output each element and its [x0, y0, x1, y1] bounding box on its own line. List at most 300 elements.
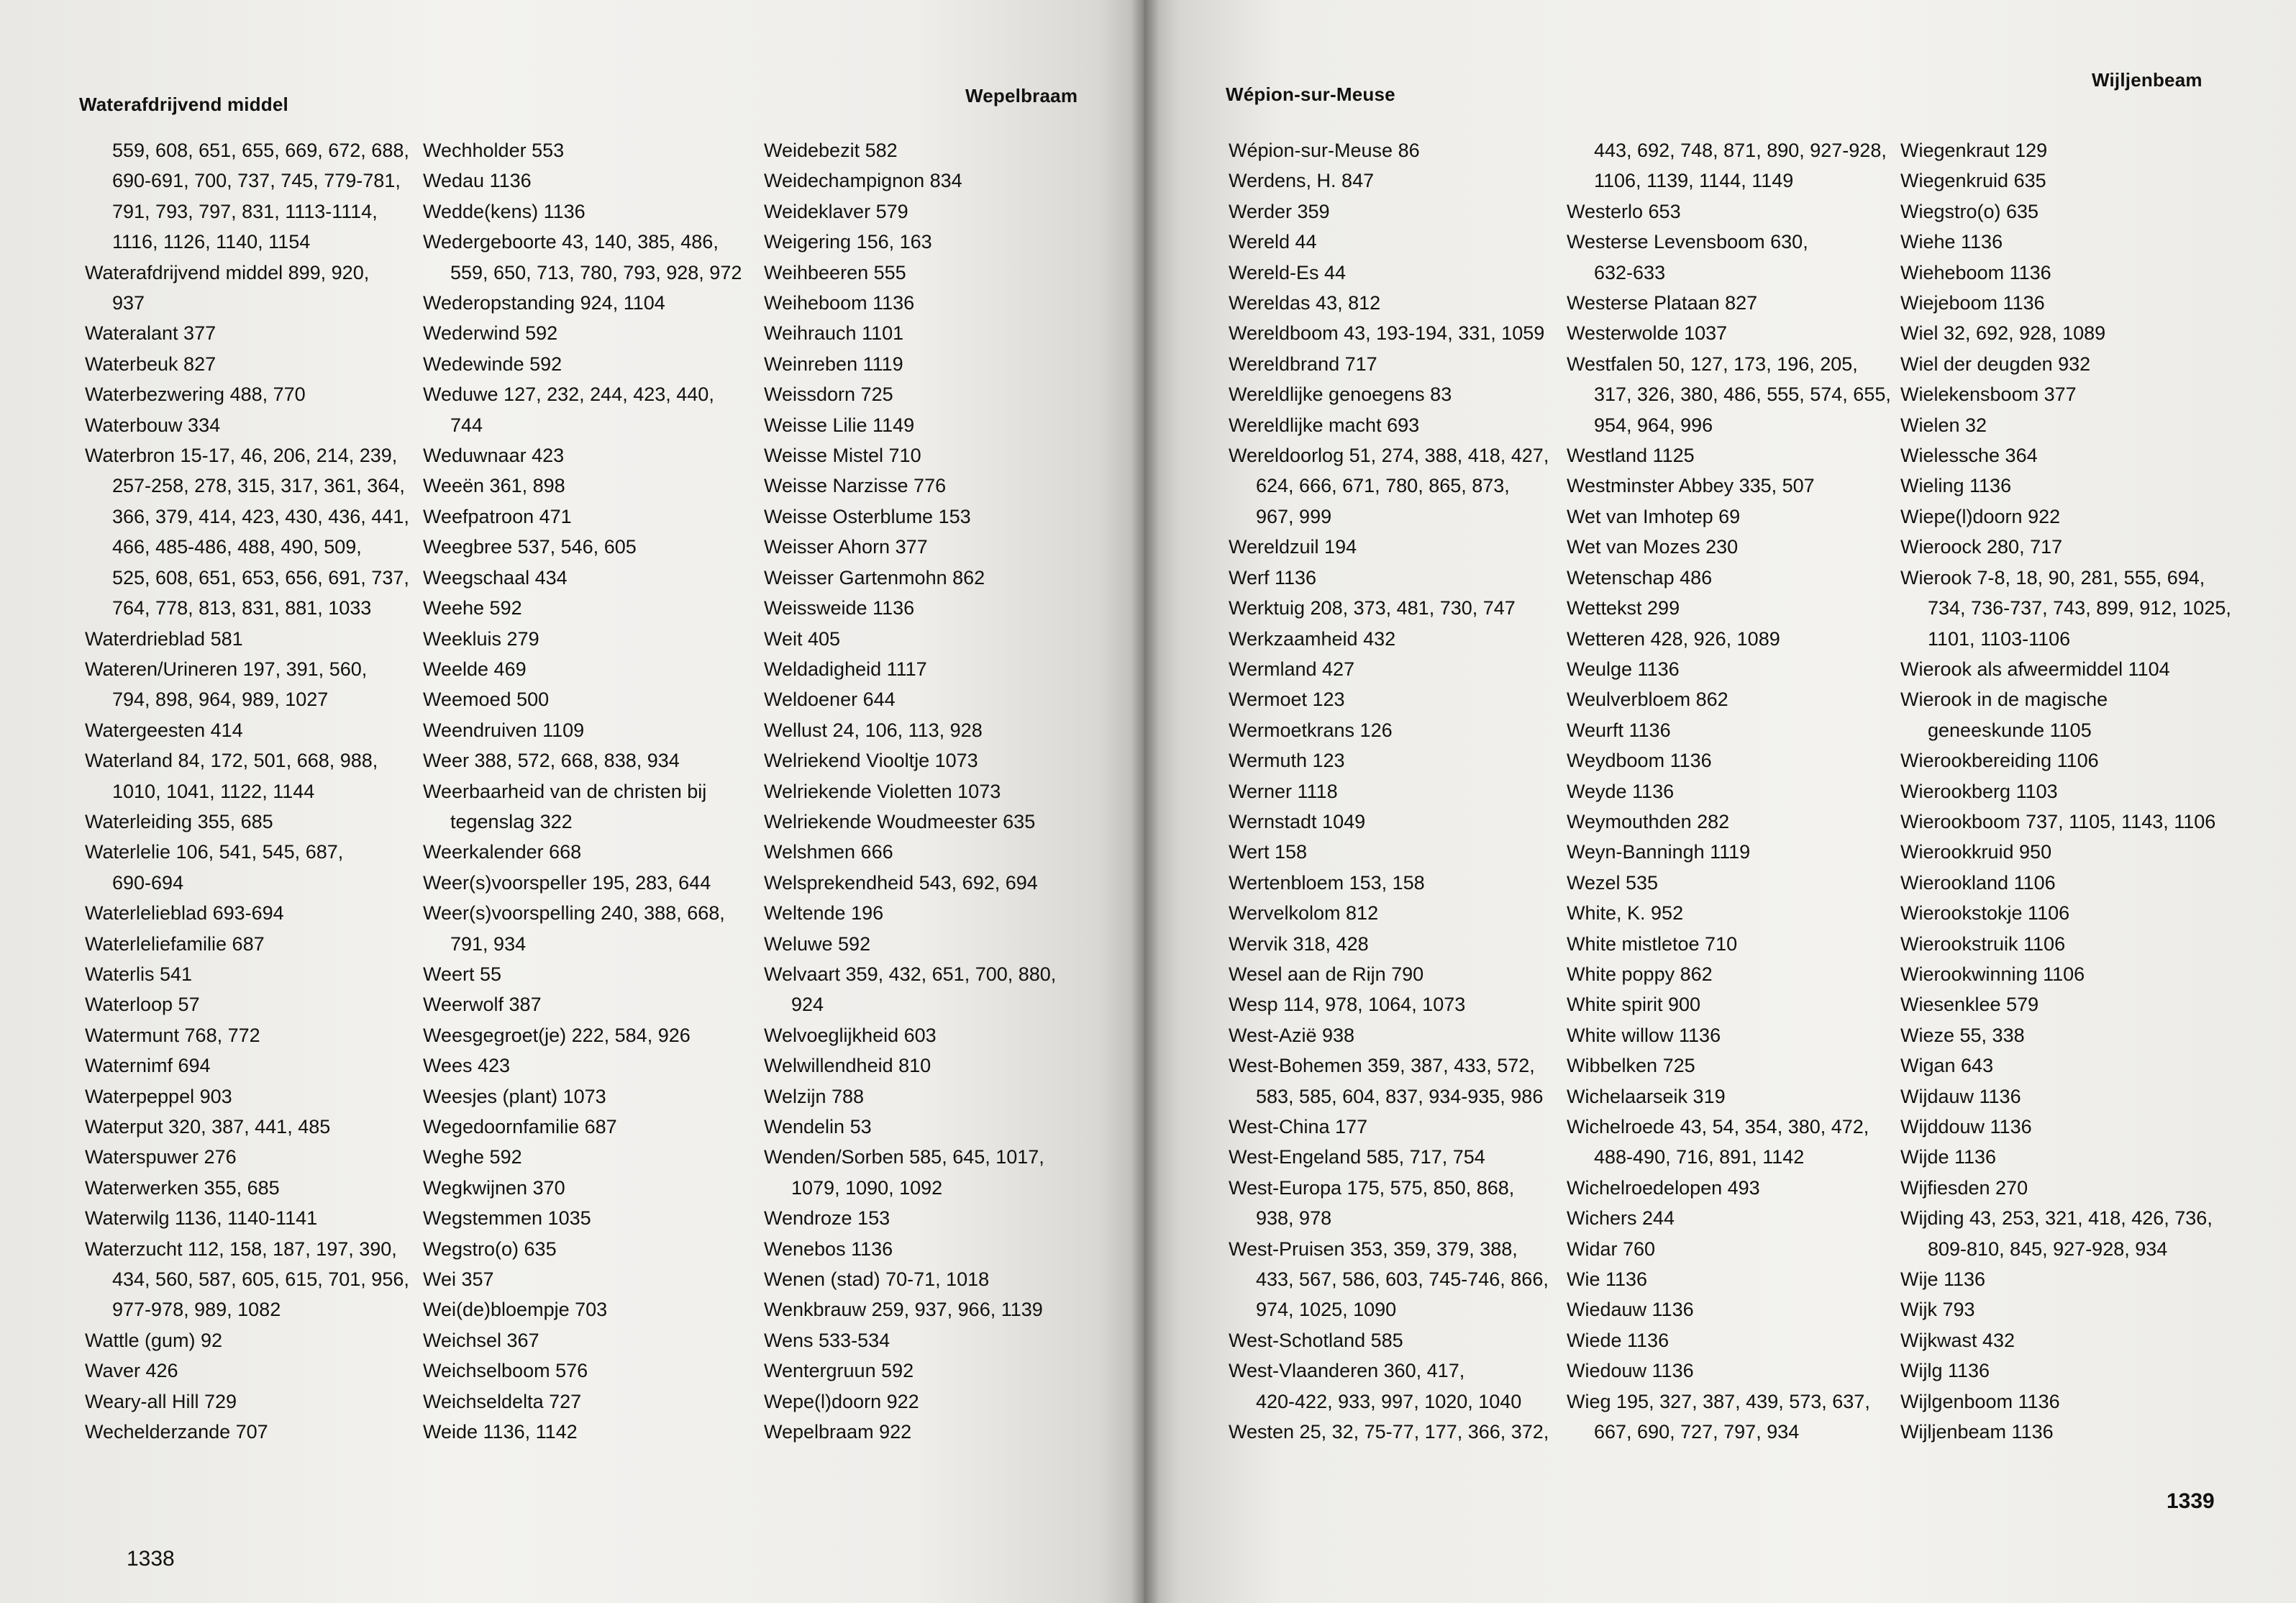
- index-entry: [1567, 471, 1905, 501]
- index-entry-text: Wierookwinning 1106: [1900, 963, 2085, 985]
- index-entry: [85, 1203, 423, 1233]
- page-number: 1338: [127, 1547, 175, 1571]
- index-entry-text: Wedau 1136: [423, 170, 532, 192]
- index-entry-text: Widar 760: [1567, 1238, 1656, 1260]
- index-entry: [764, 1112, 1116, 1142]
- index-entry-text: Weerwolf 387: [423, 994, 542, 1016]
- index-entry-text: Weduwnaar 423: [423, 445, 565, 467]
- index-entry: [423, 1173, 761, 1203]
- index-entry-text: Wenkbrauw 259, 937, 966, 1139: [764, 1299, 1043, 1321]
- index-entry-text: Weichselboom 576: [423, 1360, 588, 1382]
- index-entry-text: White willow 1136: [1567, 1024, 1721, 1046]
- index-entry-text: Wermland 427: [1229, 658, 1355, 680]
- index-entry: [764, 227, 1116, 257]
- index-entry-continuation: 690-691, 700, 737, 745, 779-781,: [112, 170, 401, 192]
- left-page: [0, 0, 1144, 1603]
- index-entry: [1567, 288, 1905, 318]
- index-entry-text: Waterbezwering 488, 770: [85, 383, 306, 406]
- index-entry: [1229, 258, 1567, 288]
- index-entry-text: Wijk 793: [1900, 1299, 1975, 1321]
- index-entry: [1900, 1050, 2260, 1081]
- index-entry-text: Wierookkruid 950: [1900, 841, 2052, 863]
- index-entry: [1567, 227, 1905, 288]
- index-entry-text: Wierook in de magische: [1900, 689, 2108, 711]
- index-entry: [1900, 1325, 2260, 1355]
- index-entry-text: Wermoetkrans 126: [1229, 719, 1393, 741]
- index-entry-text: Werktuig 208, 373, 481, 730, 747: [1229, 597, 1516, 619]
- index-entry-text: Wijddouw 1136: [1900, 1116, 2032, 1137]
- index-entry-text: Weisse Osterblume 153: [764, 505, 971, 527]
- running-header-left: Waterafdrijvend middel: [79, 94, 288, 115]
- index-entry-text: Wijde 1136: [1900, 1146, 1997, 1168]
- index-entry: [1229, 440, 1567, 532]
- index-entry-text: Wees 423: [423, 1055, 511, 1077]
- index-entry: [1567, 1203, 1905, 1233]
- index-entry-text: Wereldbrand 717: [1229, 353, 1377, 375]
- index-entry: [1567, 135, 1905, 196]
- index-entry-text: Wepe(l)doorn 922: [764, 1390, 919, 1412]
- index-entry-text: Watergeesten 414: [85, 719, 243, 741]
- index-entry-text: Weisse Lilie 1149: [764, 414, 915, 436]
- index-entry: [764, 165, 1116, 196]
- index-entry: [764, 807, 1116, 837]
- index-entry: [1567, 1294, 1905, 1325]
- index-column-3: [764, 135, 1116, 1447]
- index-entry-text: Wereldlijke genoegens 83: [1229, 383, 1452, 406]
- index-entry: [1567, 318, 1905, 348]
- index-entry: [764, 532, 1116, 562]
- index-entry: [85, 1142, 423, 1172]
- index-entry: [1900, 440, 2260, 471]
- index-entry-text: Welshmen 666: [764, 841, 893, 863]
- index-entry: [85, 135, 423, 258]
- index-entry-text: Wieze 55, 338: [1900, 1024, 2025, 1046]
- index-entry-text: Wichelroede 43, 54, 354, 380, 472,: [1567, 1116, 1869, 1137]
- running-header-right: Wijljenbeam: [2092, 69, 2202, 91]
- index-entry: [423, 898, 761, 959]
- index-entry: [85, 837, 423, 898]
- index-entry-continuation: 434, 560, 587, 605, 615, 701, 956,: [112, 1268, 409, 1291]
- index-entry-text: Weer(s)voorspeller 195, 283, 644: [423, 871, 711, 894]
- index-entry-text: Weendruiven 1109: [423, 719, 585, 741]
- index-entry-text: Wiegenkruid 635: [1900, 170, 2046, 192]
- index-entry: [423, 715, 761, 745]
- index-entry: [1229, 624, 1567, 654]
- index-entry-text: Wiel 32, 692, 928, 1089: [1900, 322, 2106, 345]
- index-entry-text: Wiedouw 1136: [1567, 1360, 1694, 1382]
- index-entry: [85, 1386, 423, 1417]
- index-entry: [1900, 1294, 2260, 1325]
- index-entry: [764, 868, 1116, 898]
- index-entry: [1900, 684, 2260, 745]
- index-entry-text: Wellust 24, 106, 113, 928: [764, 719, 983, 741]
- index-entry: [85, 898, 423, 928]
- index-entry-continuation: 954, 964, 996: [1594, 414, 1713, 436]
- index-entry: [423, 1020, 761, 1050]
- index-entry-text: Wettekst 299: [1567, 597, 1680, 619]
- index-entry-continuation: 690-694: [112, 871, 184, 894]
- index-column-3: [1900, 135, 2260, 1447]
- index-entry-text: Weer(s)voorspelling 240, 388, 668,: [423, 902, 725, 925]
- index-entry: [1567, 593, 1905, 623]
- index-entry: [1900, 135, 2260, 165]
- index-entry-text: Waterspuwer 276: [85, 1146, 237, 1168]
- index-entry-text: Westen 25, 32, 75-77, 177, 366, 372,: [1229, 1421, 1549, 1443]
- index-entry-text: Wije 1136: [1900, 1268, 1986, 1291]
- index-entry-text: Weide 1136, 1142: [423, 1421, 578, 1443]
- index-entry-text: Weyn-Banningh 1119: [1567, 841, 1751, 863]
- index-entry-text: Wielen 32: [1900, 414, 1987, 436]
- index-entry-continuation: 420-422, 933, 997, 1020, 1040: [1256, 1390, 1522, 1412]
- index-entry: [1229, 929, 1567, 959]
- index-entry: [423, 1050, 761, 1081]
- index-entry-text: Waver 426: [85, 1360, 178, 1382]
- index-entry-text: Wierookbereiding 1106: [1900, 750, 2099, 772]
- index-entry: [1567, 349, 1905, 440]
- index-entry-text: White mistletoe 710: [1567, 932, 1738, 955]
- index-entry-text: Wattle (gum) 92: [85, 1329, 223, 1351]
- index-entry-text: Westerse Plataan 827: [1567, 292, 1758, 314]
- index-entry: [85, 1050, 423, 1081]
- index-entry-continuation: 443, 692, 748, 871, 890, 927-928,: [1594, 140, 1887, 161]
- index-entry: [1229, 1050, 1567, 1112]
- index-entry-text: Wieheboom 1136: [1900, 261, 2051, 283]
- index-entry: [1229, 1355, 1567, 1417]
- index-entry-text: Welriekende Woudmeester 635: [764, 810, 1036, 832]
- index-entry-text: Wechholder 553: [423, 140, 565, 161]
- index-entry: [1900, 1112, 2260, 1142]
- index-entry: [85, 349, 423, 379]
- index-entry-continuation: 525, 608, 651, 653, 656, 691, 737,: [112, 566, 409, 589]
- index-entry-continuation: 937: [112, 292, 145, 314]
- index-entry-text: Wierookland 1106: [1900, 871, 2056, 894]
- index-entry: [85, 258, 423, 319]
- index-entry-continuation: 977-978, 989, 1082: [112, 1299, 281, 1321]
- index-entry: [1900, 1081, 2260, 1112]
- index-entry-text: Weissweide 1136: [764, 597, 915, 619]
- index-entry-text: Wezel 535: [1567, 871, 1659, 894]
- index-entry: [423, 1264, 761, 1294]
- index-entry: [764, 501, 1116, 532]
- index-entry: [423, 684, 761, 714]
- index-entry: [1567, 684, 1905, 714]
- index-entry: [85, 318, 423, 348]
- index-entry: [1229, 165, 1567, 196]
- index-entry-text: Weydboom 1136: [1567, 750, 1712, 772]
- index-column-2: [1567, 135, 1905, 1447]
- index-entry-text: Wermuth 123: [1229, 750, 1345, 772]
- index-entry: [1229, 715, 1567, 745]
- index-entry-text: Weegbree 537, 546, 605: [423, 536, 637, 558]
- index-entry: [85, 654, 423, 715]
- index-entry-text: Wichers 244: [1567, 1207, 1675, 1230]
- page-number: 1339: [2167, 1489, 2215, 1513]
- index-entry: [1567, 563, 1905, 593]
- index-entry: [764, 1203, 1116, 1233]
- index-entry: [85, 989, 423, 1020]
- index-entry-text: Werner 1118: [1229, 780, 1338, 802]
- index-entry-text: Weulge 1136: [1567, 658, 1680, 680]
- index-entry: [1567, 745, 1905, 776]
- index-entry: [1900, 165, 2260, 196]
- index-entry-continuation: 809-810, 845, 927-928, 934: [1928, 1238, 2168, 1260]
- right-page: [1144, 0, 2296, 1603]
- index-entry-text: Weldadigheid 1117: [764, 658, 927, 680]
- index-entry-text: Weulverbloem 862: [1567, 689, 1728, 711]
- index-entry: [423, 318, 761, 348]
- index-entry-continuation: 667, 690, 727, 797, 934: [1594, 1421, 1800, 1443]
- index-entry-text: Weefpatroon 471: [423, 505, 572, 527]
- index-entry: [1900, 227, 2260, 257]
- index-entry: [1567, 776, 1905, 807]
- index-entry-text: Werder 359: [1229, 200, 1330, 222]
- index-entry: [1900, 379, 2260, 409]
- index-entry-text: Wierookberg 1103: [1900, 780, 2058, 802]
- index-entry-text: Waterbeuk 827: [85, 353, 217, 375]
- index-entry: [764, 410, 1116, 440]
- index-entry: [1229, 1325, 1567, 1355]
- index-entry: [1567, 1020, 1905, 1050]
- index-entry: [85, 379, 423, 409]
- index-entry-text: Waterlis 541: [85, 963, 193, 985]
- index-entry-text: Welvoeglijkheid 603: [764, 1024, 937, 1046]
- index-entry-text: Weisse Narzisse 776: [764, 475, 947, 497]
- index-entry: [85, 1020, 423, 1050]
- index-entry-text: Waterlelie 106, 541, 545, 687,: [85, 841, 344, 863]
- index-entry-text: Waterbron 15-17, 46, 206, 214, 239,: [85, 445, 398, 467]
- index-entry-text: Wieroock 280, 717: [1900, 536, 2063, 558]
- index-entry-text: Weichsel 367: [423, 1329, 539, 1351]
- index-entry-text: Welriekende Violetten 1073: [764, 780, 1001, 802]
- index-entry: [85, 1417, 423, 1447]
- index-entry-text: Weiheboom 1136: [764, 292, 915, 314]
- index-entry: [85, 1325, 423, 1355]
- index-entry-text: Wiejeboom 1136: [1900, 292, 2045, 314]
- index-entry: [1900, 1173, 2260, 1203]
- index-entry-text: Wielessche 364: [1900, 445, 2038, 467]
- index-entry: [1900, 959, 2260, 989]
- index-entry-text: Weekluis 279: [423, 627, 539, 650]
- index-entry-continuation: 794, 898, 964, 989, 1027: [112, 689, 329, 711]
- index-entry: [1229, 1173, 1567, 1234]
- index-entry: [1567, 624, 1905, 654]
- index-entry: [764, 624, 1116, 654]
- index-entry-text: Wenebos 1136: [764, 1238, 893, 1260]
- index-entry-text: Wijdauw 1136: [1900, 1085, 2021, 1107]
- index-entry-text: Waterpeppel 903: [85, 1085, 232, 1107]
- index-entry: [1900, 1203, 2260, 1264]
- index-entry-continuation: 1079, 1090, 1092: [791, 1176, 943, 1199]
- index-entry-text: Wertenbloem 153, 158: [1229, 871, 1425, 894]
- index-entry-continuation: 764, 778, 813, 831, 881, 1033: [112, 597, 372, 619]
- index-entry-text: White, K. 952: [1567, 902, 1684, 925]
- index-entry: [764, 563, 1116, 593]
- index-entry-text: Wiegstro(o) 635: [1900, 200, 2039, 222]
- index-entry: [1229, 288, 1567, 318]
- index-entry: [764, 471, 1116, 501]
- index-entry: [423, 227, 761, 288]
- index-entry-text: Weesjes (plant) 1073: [423, 1085, 606, 1107]
- index-entry-continuation: 433, 567, 586, 603, 745-746, 866,: [1256, 1268, 1549, 1291]
- index-entry-continuation: 317, 326, 380, 486, 555, 574, 655,: [1594, 383, 1891, 406]
- index-entry-text: Wijljenbeam 1136: [1900, 1421, 2054, 1443]
- index-entry-text: Wei 357: [423, 1268, 494, 1291]
- index-entry: [423, 1142, 761, 1172]
- index-entry: [1229, 318, 1567, 348]
- index-entry: [1229, 837, 1567, 867]
- index-entry: [423, 654, 761, 684]
- index-entry-text: Weduwe 127, 232, 244, 423, 440,: [423, 383, 714, 406]
- index-entry-text: Wet van Imhotep 69: [1567, 505, 1741, 527]
- index-entry: [764, 288, 1116, 318]
- index-entry-text: Wenen (stad) 70-71, 1018: [764, 1268, 990, 1291]
- index-entry: [764, 745, 1116, 776]
- index-entry: [1900, 471, 2260, 501]
- index-entry: [423, 563, 761, 593]
- index-entry-continuation: 1010, 1041, 1122, 1144: [112, 780, 315, 802]
- index-entry: [1229, 410, 1567, 440]
- index-entry: [1229, 593, 1567, 623]
- index-entry-text: Weisser Ahorn 377: [764, 536, 928, 558]
- index-entry: [1229, 1417, 1567, 1447]
- index-entry-text: Wentergruun 592: [764, 1360, 914, 1382]
- index-entry-continuation: 791, 793, 797, 831, 1113-1114,: [112, 200, 378, 222]
- index-entry-text: Weegschaal 434: [423, 566, 568, 589]
- index-entry-text: Westerlo 653: [1567, 200, 1681, 222]
- index-entry-text: Watermunt 768, 772: [85, 1024, 260, 1046]
- index-entry-text: West-Pruisen 353, 359, 379, 388,: [1229, 1238, 1518, 1260]
- index-entry: [85, 1081, 423, 1112]
- index-entry: [764, 318, 1116, 348]
- index-entry: [1900, 1020, 2260, 1050]
- index-entry: [423, 501, 761, 532]
- index-entry: [764, 1325, 1116, 1355]
- index-entry-text: Wervik 318, 428: [1229, 932, 1369, 955]
- index-entry-text: Wierook als afweermiddel 1104: [1900, 658, 2170, 680]
- index-entry: [1229, 532, 1567, 562]
- index-entry-continuation: 257-258, 278, 315, 317, 361, 364,: [112, 475, 405, 497]
- index-entry-text: Weihbeeren 555: [764, 261, 906, 283]
- index-entry-text: Welwillendheid 810: [764, 1055, 931, 1077]
- index-entry-text: Wijlgenboom 1136: [1900, 1390, 2060, 1412]
- index-entry-text: Wetteren 428, 926, 1089: [1567, 627, 1780, 650]
- index-entry-text: Weit 405: [764, 627, 841, 650]
- index-entry-text: Wigan 643: [1900, 1055, 1994, 1077]
- index-entry-text: Weurft 1136: [1567, 719, 1671, 741]
- index-entry-text: Wei(de)bloempje 703: [423, 1299, 608, 1321]
- index-entry-text: Wiegenkraut 129: [1900, 140, 2048, 161]
- index-entry: [1567, 196, 1905, 227]
- index-entry-text: Weltende 196: [764, 902, 884, 925]
- index-entry: [764, 1234, 1116, 1264]
- index-entry: [85, 1355, 423, 1386]
- index-entry-text: Wichelroedelopen 493: [1567, 1176, 1760, 1199]
- index-entry-text: Wedde(kens) 1136: [423, 200, 586, 222]
- index-entry: [764, 929, 1116, 959]
- index-entry-text: Wiehe 1136: [1900, 231, 2003, 253]
- index-entry-text: Wegstro(o) 635: [423, 1238, 557, 1260]
- index-entry: [764, 715, 1116, 745]
- index-entry: [1229, 745, 1567, 776]
- index-entry-text: Weisser Gartenmohn 862: [764, 566, 985, 589]
- index-entry-text: Wernstadt 1049: [1229, 810, 1366, 832]
- index-entry: [423, 1294, 761, 1325]
- index-entry: [85, 1173, 423, 1203]
- index-entry-text: Wateren/Urineren 197, 391, 560,: [85, 658, 368, 680]
- index-entry-text: West-Schotland 585: [1229, 1329, 1403, 1351]
- index-entry-text: Wesel aan de Rijn 790: [1229, 963, 1424, 985]
- index-entry: [85, 440, 423, 623]
- index-entry: [423, 440, 761, 471]
- index-entry: [85, 624, 423, 654]
- index-entry-text: Weichseldelta 727: [423, 1390, 582, 1412]
- index-entry: [85, 807, 423, 837]
- index-entry-text: Wesp 114, 978, 1064, 1073: [1229, 994, 1466, 1016]
- index-entry: [1900, 563, 2260, 654]
- index-entry: [423, 135, 761, 165]
- index-entry-text: Wierookboom 737, 1105, 1143, 1106: [1900, 810, 2216, 832]
- index-entry-text: Waterland 84, 172, 501, 668, 988,: [85, 750, 378, 772]
- index-entry: [1900, 807, 2260, 837]
- index-entry: [85, 959, 423, 989]
- index-entry: [1900, 776, 2260, 807]
- index-entry-text: Wet van Mozes 230: [1567, 536, 1739, 558]
- index-entry-text: Wereld-Es 44: [1229, 261, 1347, 283]
- index-entry: [1229, 135, 1567, 165]
- index-entry-text: Wierook 7-8, 18, 90, 281, 555, 694,: [1900, 566, 2205, 589]
- index-entry: [764, 1050, 1116, 1081]
- index-entry-continuation: geneeskunde 1105: [1928, 719, 2092, 741]
- index-entry: [1900, 1355, 2260, 1386]
- index-entry: [1900, 868, 2260, 898]
- index-entry-text: Wieg 195, 327, 387, 439, 573, 637,: [1567, 1390, 1870, 1412]
- index-entry: [1900, 929, 2260, 959]
- running-header-right: Wepelbraam: [965, 85, 1078, 106]
- index-entry-text: Weymouthden 282: [1567, 810, 1730, 832]
- index-entry: [423, 776, 761, 837]
- index-entry: [764, 196, 1116, 227]
- index-entry: [1229, 563, 1567, 593]
- index-entry: [423, 989, 761, 1020]
- index-entry-text: Waterloop 57: [85, 994, 200, 1016]
- index-entry-continuation: 967, 999: [1256, 505, 1332, 527]
- index-entry-text: Wichelaarseik 319: [1567, 1085, 1726, 1107]
- index-entry: [423, 165, 761, 196]
- index-entry: [1567, 1234, 1905, 1264]
- index-entry: [1229, 654, 1567, 684]
- index-entry-text: Weer 388, 572, 668, 838, 934: [423, 750, 680, 772]
- index-entry: [1900, 745, 2260, 776]
- index-entry-text: Wervelkolom 812: [1229, 902, 1379, 925]
- index-entry: [1567, 929, 1905, 959]
- index-entry: [764, 1020, 1116, 1050]
- index-entry-continuation: 1116, 1126, 1140, 1154: [112, 231, 311, 253]
- index-entry-text: Wijlg 1136: [1900, 1360, 1990, 1382]
- index-entry: [1567, 1386, 1905, 1448]
- index-entry: [1900, 1142, 2260, 1172]
- index-entry-text: Welsprekendheid 543, 692, 694: [764, 871, 1038, 894]
- index-entry-text: White spirit 900: [1567, 994, 1701, 1016]
- index-entry-continuation: 583, 585, 604, 837, 934-935, 986: [1256, 1085, 1544, 1107]
- index-entry-text: Welvaart 359, 432, 651, 700, 880,: [764, 963, 1057, 985]
- index-entry-text: Wereldzuil 194: [1229, 536, 1357, 558]
- index-entry: [1229, 684, 1567, 714]
- index-entry: [764, 1264, 1116, 1294]
- index-entry: [85, 1234, 423, 1325]
- index-entry-text: Wijfiesden 270: [1900, 1176, 2028, 1199]
- index-entry-text: Westfalen 50, 127, 173, 196, 205,: [1567, 353, 1858, 375]
- index-entry: [1900, 288, 2260, 318]
